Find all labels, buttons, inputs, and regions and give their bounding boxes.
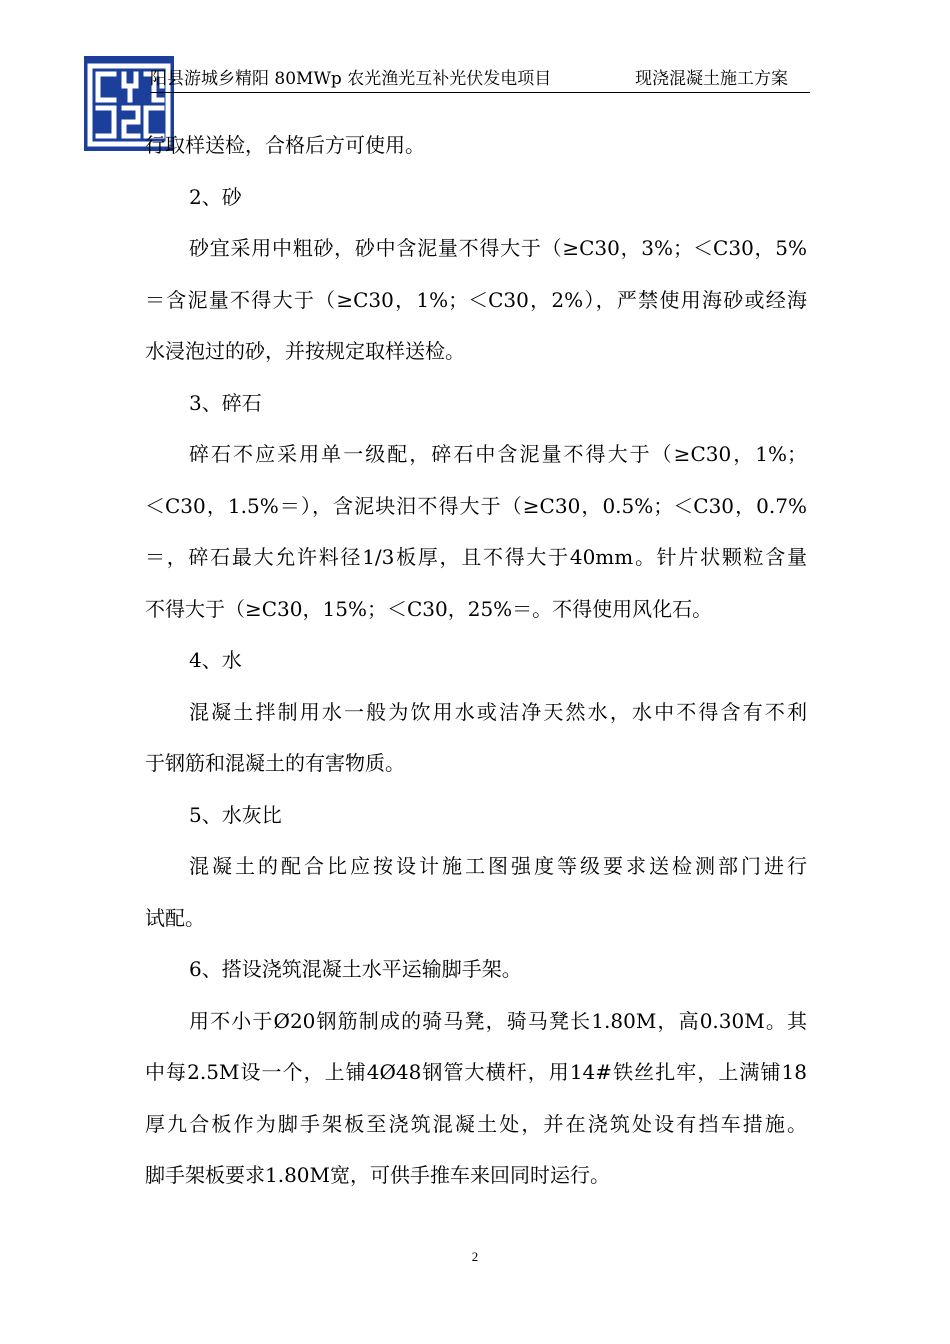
body-line: ＝，碎石最大允许料径1/3板厚，且不得大于40mm。针片状颗粒含量 xyxy=(145,545,807,569)
body-line: ＝含泥量不得大于（≥C30，1%；＜C30，2%），严禁使用海砂或经海 xyxy=(145,287,807,312)
section-heading: 3、碎石 xyxy=(189,390,262,415)
body-line: 混凝土的配合比应按设计施工图强度等级要求送检测部门进行 xyxy=(189,854,807,878)
body-line: 厚九合板作为脚手架板至浇筑混凝土处，并在浇筑处设有挡车措施。 xyxy=(145,1111,807,1136)
section-heading: 5、水灰比 xyxy=(189,802,282,827)
page-header xyxy=(150,66,810,93)
body-line: 碎石不应采用单一级配，碎石中含泥量不得大于（≥C30，1%； xyxy=(189,442,807,466)
body-line: 砂宜采用中粗砂，砂中含泥量不得大于（≥C30，3%；＜C30，5% xyxy=(189,236,807,260)
body-line: 混凝土拌制用水一般为饮用水或洁净天然水，水中不得含有不利 xyxy=(189,699,807,724)
body-line: 水浸泡过的砂，并按规定取样送检。 xyxy=(145,339,465,363)
section-heading: 4、水 xyxy=(189,648,242,672)
body-line: 试配。 xyxy=(145,905,205,930)
body-line: 于钢筋和混凝土的有害物质。 xyxy=(145,751,405,775)
section-heading: 6、搭设浇筑混凝土水平运输脚手架。 xyxy=(189,957,522,981)
body-line: ＜C30，1.5%＝），含泥块汨不得大于（≥C30，0.5%；＜C30，0.7% xyxy=(145,493,807,518)
section-heading: 2、砂 xyxy=(189,184,242,209)
body-line: 不得大于（≥C30，15%；＜C30，25%＝。不得使用风化石。 xyxy=(145,596,713,621)
body-line: 行取样送检，合格后方可使用。 xyxy=(145,133,425,157)
project-title: 阳县游城乡精阳 80MWp 农光渔光互补光伏发电项目 xyxy=(150,69,552,89)
page-number: 2 xyxy=(471,1249,479,1264)
document-title: 现浇混凝土施工方案 xyxy=(635,69,788,89)
body-line: 脚手架板要求1.80M宽，可供手推车来回同时运行。 xyxy=(145,1163,611,1187)
document-body xyxy=(145,125,807,1207)
body-line: 中每2.5M设一个，上铺4Ø48钢管大横杆，用14#铁丝扎牢，上满铺18 xyxy=(145,1060,807,1084)
body-line: 用不小于Ø20钢筋制成的骑马凳，骑马凳长1.80M，高0.30M。其 xyxy=(189,1008,807,1033)
